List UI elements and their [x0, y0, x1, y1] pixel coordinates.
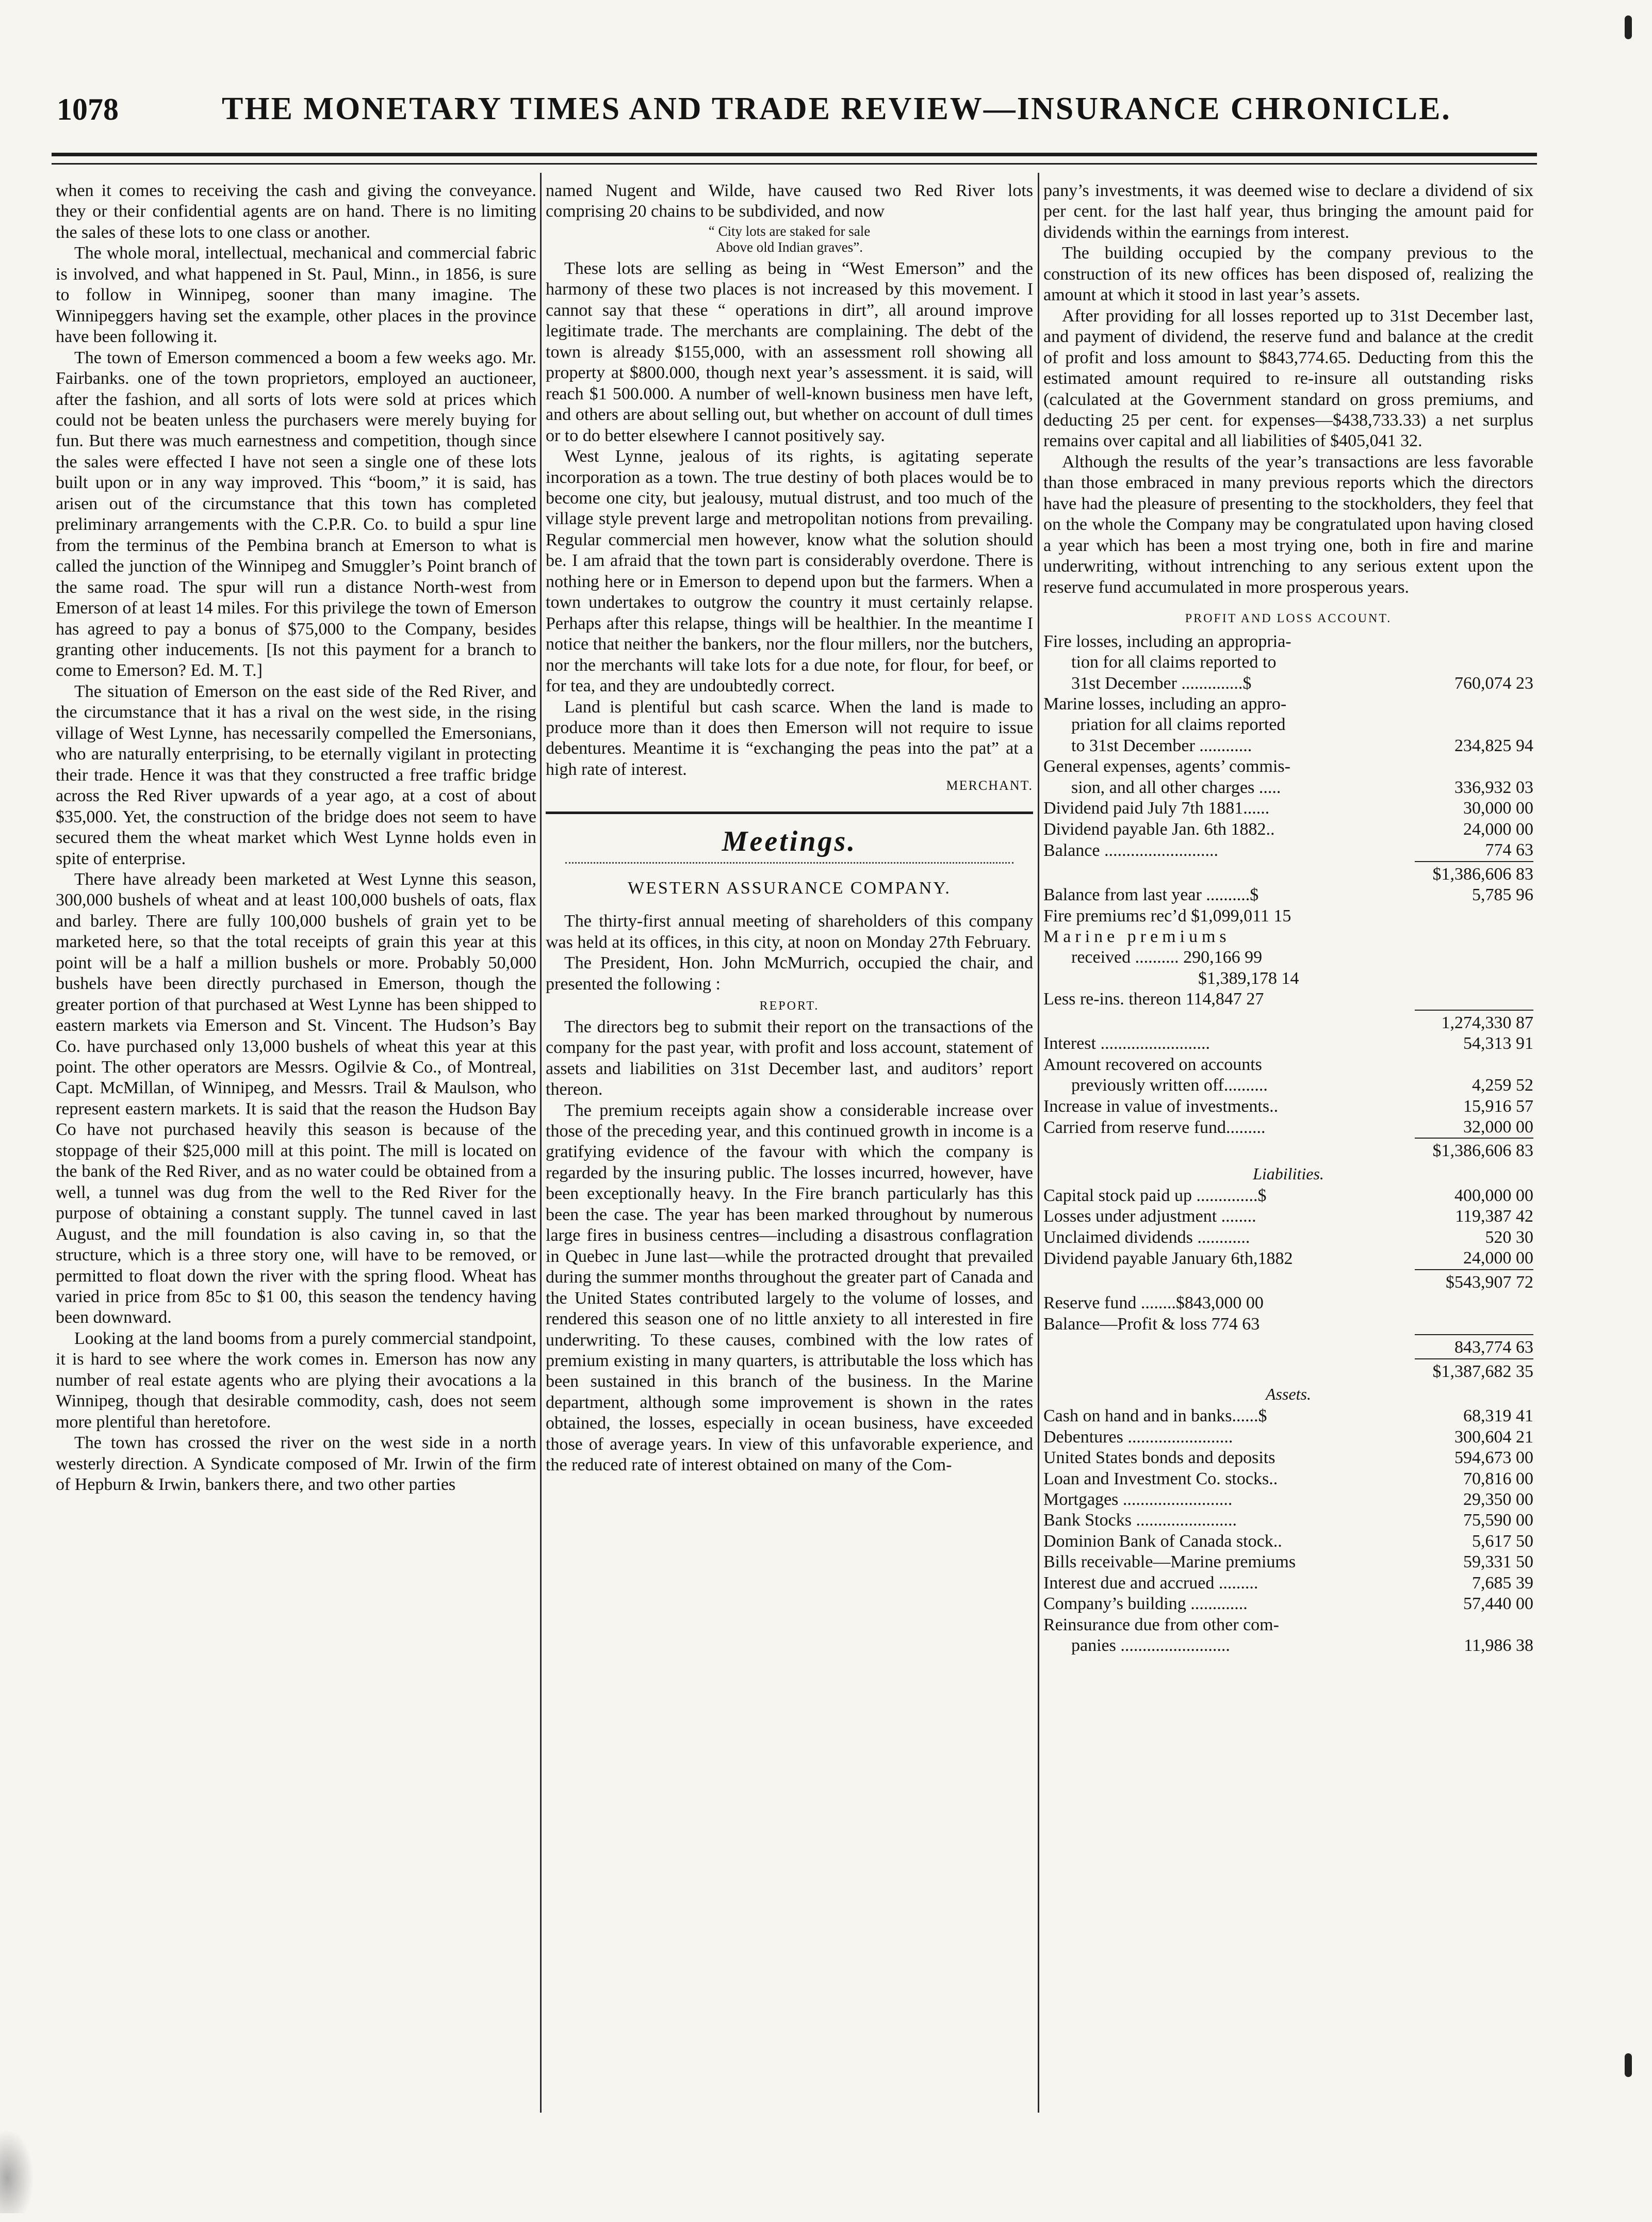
ledger-total: $1,386,606 83: [1415, 1138, 1533, 1161]
page-edge-mark: [1625, 2053, 1632, 2077]
paragraph: West Lynne, jealous of its rights, is agitating seperate incorporation as a town. The true destiny of both places would be to become one city, but jealousy, mutual distrust, and too much of the village style prevent large and metropolitan notions from prevailing. Regular commercial men however, know what the solution should be. I am afraid that the town part is considerably overdone. There is nothing here or in Emerson to depend upon but the farmers. When a town undertakes to outgrow the country it must certainly relapse. Perhaps after this relapse, things will be healthier. In the meantime I notice that neither the bankers, nor the flour millers, nor the butchers, nor the merchants will take lots for a due note, for flour, for beef, or for tea, and they are undoubtedly correct.: [546, 447, 1033, 696]
company-title: WESTERN ASSURANCE COMPANY.: [628, 878, 951, 898]
ledger-total: $1,386,606 83: [1415, 862, 1533, 885]
ledger-row: [1043, 736, 1533, 756]
ledger-row: [1043, 1293, 1533, 1313]
ledger-total-row: [1043, 862, 1533, 885]
ledger-amount: 30,000 00: [1463, 799, 1533, 818]
ledger-row: [1043, 1248, 1533, 1269]
ledger-amount: 32,000 00: [1463, 1117, 1533, 1137]
ledger-label: previously written off..........: [1071, 1076, 1268, 1095]
ledger-inner-amount: 114,847 27: [1185, 990, 1264, 1009]
ledger-amount: 54,313 91: [1463, 1034, 1533, 1053]
ledger-amount: 300,604 21: [1454, 1427, 1533, 1447]
page-smudge: [0, 2126, 36, 2213]
paragraph: when it comes to receiving the cash and giving the conveyance. they or their confidential agents are on hand. There is no limiting the sales of these lots to one class or another.: [56, 181, 536, 242]
ledger-row: [1043, 631, 1533, 652]
ledger-label: Loan and Investment Co. stocks..: [1043, 1469, 1278, 1488]
letter-signature: MERCHANT.: [946, 778, 1033, 793]
ledger-label: General expenses, agents’ commis-: [1043, 757, 1290, 776]
ledger-row: [1043, 1096, 1533, 1117]
column-rule-right: [1038, 173, 1039, 2113]
column-rule-left: [540, 173, 542, 2113]
ledger-label: Amount recovered on accounts: [1043, 1055, 1262, 1074]
ledger-label: Unclaimed dividends ............: [1043, 1227, 1250, 1247]
ledger-label: [1043, 947, 1415, 968]
assets-table: [1043, 1406, 1533, 1656]
ledger-amount: 5,785 96: [1472, 885, 1533, 905]
column-1: [56, 181, 536, 1496]
ledger-label: [1043, 989, 1415, 1010]
ledger-label: Dividend payable January 6th,1882: [1043, 1249, 1293, 1269]
ledger-amount: 4,259 52: [1472, 1076, 1533, 1095]
ledger-row: [1043, 1055, 1533, 1075]
ledger-label: Mortgages .........................: [1043, 1489, 1233, 1509]
section-title: Meetings.: [722, 825, 857, 858]
ledger-row: [1043, 1033, 1533, 1054]
ledger-inner-amount: 290,166 99: [1183, 948, 1263, 967]
ledger-row: [1043, 1335, 1533, 1358]
paragraph: These lots are selling as being in “West Emerson” and the harmony of these two places is not increased by this movement. I cannot say that these “ operations in dirt”, all around improve legitimate trade. The merchants are complaining. The debt of the town is already $155,000, with an assessment roll showing all property at $800.000, though next year’s assessment. it is said, will reach $1 500.000. A number of well-known business men have left, and others are about selling out, but whether on account of dull times or to do better elsewhere I cannot positively say.: [546, 259, 1033, 445]
ledger-row: [1043, 1427, 1533, 1448]
ledger-row: [1043, 1227, 1533, 1248]
ledger-label: Reserve fund ........$843,000 00: [1043, 1293, 1264, 1313]
ledger-row: [1043, 1010, 1533, 1033]
paragraph: After providing for all losses reported up to 31st December last, and payment of dividend, the reserve fund and balance at the credit of profit and loss amount to $843,774.65. Deducting from this the estimated amount required to re-insure all outstanding risks (calculated at the Government standard on gross premiums, and deducting 25 per cent. for expenses—$438,733.33) a net surplus remains over capital and all liabilities of $405,041 32.: [1043, 306, 1533, 451]
ledger-total-row: [1043, 1138, 1533, 1161]
ledger-amount: 15,916 57: [1463, 1096, 1533, 1116]
ledger-row: [1043, 947, 1533, 968]
ledger-label: tion for all claims reported to: [1071, 653, 1277, 672]
ledger-label: United States bonds and deposits: [1043, 1448, 1275, 1468]
ledger-row: [1043, 652, 1533, 673]
ledger-row: [1043, 1206, 1533, 1227]
ledger-row: [1043, 1314, 1533, 1335]
ledger-amount: 11,986 38: [1464, 1636, 1533, 1656]
ledger-row: [1043, 1615, 1533, 1635]
ledger-amount: 59,331 50: [1463, 1552, 1533, 1572]
ledger-label: panies .........................: [1071, 1636, 1230, 1656]
section-separator: [546, 812, 1033, 814]
ledger-label: Dividend paid July 7th 1881......: [1043, 799, 1270, 818]
ledger-row: [1043, 1510, 1533, 1531]
column-2: [546, 181, 1033, 1476]
ledger-row: [1043, 1469, 1533, 1489]
profit-loss-credits: [1043, 885, 1533, 1162]
header-rule-thick: [52, 153, 1537, 156]
verse-quote: [546, 223, 1033, 255]
ledger-label: 31st December ..............$: [1071, 673, 1252, 693]
paragraph: Although the results of the year’s transactions are less favorable than those embraced in many previous reports which the directors have had the pleasure of presenting to the stockholders, they feel that on the whole the Company may be congratulated upon having closed a year which has been a most trying one, both in fire and marine underwriting, without intrenching to any serious extent upon the reserve fund accumulated in more prosperous years.: [1043, 452, 1533, 597]
ledger-label: Dividend payable Jan. 6th 1882..: [1043, 819, 1275, 839]
ledger-label: Increase in value of investments..: [1043, 1096, 1279, 1116]
ledger-total-row: [1043, 1270, 1533, 1293]
ledger-amount: 57,440 00: [1463, 1594, 1533, 1614]
header-rule-thin: [52, 163, 1537, 165]
ledger-row: [1043, 1406, 1533, 1426]
ledger-row: [1043, 906, 1533, 927]
ledger-amount: 774 63: [1485, 840, 1533, 860]
verse-line: “ City lots are staked for sale: [708, 223, 871, 239]
ledger-amount: 119,387 42: [1455, 1207, 1533, 1226]
ledger-row: [1043, 927, 1533, 947]
ledger-label: Interest .........................: [1043, 1034, 1210, 1053]
ledger-row: [1043, 1594, 1533, 1614]
ledger-total-row: [1043, 1359, 1533, 1382]
ledger-label: Debentures ........................: [1043, 1427, 1233, 1447]
ledger-amount: 24,000 00: [1463, 819, 1533, 839]
ledger-label: Fire premiums rec’d $1,099,011 15: [1043, 906, 1291, 926]
ledger-label: Reinsurance due from other com-: [1043, 1615, 1279, 1634]
ledger-row: [1043, 1635, 1533, 1656]
ledger-inner-amount: 774 63: [1211, 1314, 1260, 1334]
ledger-row: [1043, 819, 1533, 840]
ledger-label: Balance ..........................: [1043, 841, 1218, 861]
ledger-total: $1,387,682 35: [1415, 1359, 1533, 1382]
ledger-label: Bills receivable—Marine premiums: [1043, 1552, 1296, 1572]
ledger-label: Dominion Bank of Canada stock..: [1043, 1531, 1282, 1551]
ledger-label-text: Less re-ins. thereon: [1043, 990, 1182, 1009]
ledger-label: Bank Stocks .......................: [1043, 1511, 1237, 1530]
ledger-label-text: received ..........: [1071, 948, 1179, 967]
ledger-label: Capital stock paid up ..............$: [1043, 1186, 1267, 1206]
ledger-row: [1043, 1552, 1533, 1572]
ledger-label: Cash on hand and in banks......$: [1043, 1406, 1267, 1426]
paragraph: There have already been marketed at West Lynne this season, 300,000 bushels of wheat and at least 100,000 bushels of oats, flax and barley. There are fully 100,000 bushels of grain yet to be marketed here, so that the total receipts of grain this year at this point will be a half a million bushels or more. Probably 50,000 bushels have been directly purchased in Emerson, though the greater portion of that purchased at West Lynne has been shipped to eastern markets via Emerson and St. Vincent. The Hudson’s Bay Co. have purchased only 13,000 bushels of wheat this year at this point. The other operators are Messrs. Ogilvie & Co., of Montreal, Capt. McMillan, of Winnipeg, and Messrs. Trail & Maulson, who represent eastern markets. It is said that the reason the Hudson Bay Co have not purchased heavily this season is because of the stoppage of their $25,000 mill at this point. The mill is located on the bank of the Red River, and as no water could be obtained from a well, a tunnel was dug from the well to the Red River for the purpose of obtaining a constant supply. The tunnel caved in last August, and the mill foundation is also caving in, so that the structure, which is a three story one, will have to be removed, or permitted to float down the river with the spring flood. Wheat has varied in price from 85c to $1 00, this season the tendency having been downward.: [56, 869, 536, 1327]
ledger-label: priation for all claims reported: [1071, 715, 1286, 735]
ledger-row: [1043, 989, 1533, 1010]
verse-line: Above old Indian graves”.: [716, 239, 863, 255]
page-number: 1078: [57, 92, 119, 126]
column-3: [1043, 181, 1533, 1657]
ledger-label: Company’s building .............: [1043, 1594, 1248, 1614]
ledger-row: [1043, 777, 1533, 798]
paragraph: The premium receipts again show a considerable increase over those of the preceding year, and this continued growth in income is a gratifying evidence of the favour with which the company is regarded by the insuring public. The losses incurred, however, have been exceptionally heavy. In the Fire branch particularly has this been the case. The year has been marked throughout by numerous large fires in business centres—including a disastrous conflagration in Quebec in June last—while the protracted drought that prevailed during the summer months throughout the greater part of Canada and the United States contributed largely to the volume of losses, and rendered this season one of no little anxiety to all interested in fire underwriting. To these causes, combined with the low rates of premium existing in many quarters, is attributable the loss which has been sustained in this branch of the business. In the Marine department, although some improvement is shown in the rates obtained, the losses, especially in ocean business, have exceeded those of average years. In view of this unfavorable experience, and the reduced rate of interest obtained on many of the Com-: [546, 1100, 1033, 1475]
paragraph: named Nugent and Wilde, have caused two Red River lots comprising 20 chains to be subdivided, and now: [546, 181, 1033, 221]
ledger-inner-total: $1,389,178 14: [1198, 968, 1299, 988]
ledger-total: $543,907 72: [1415, 1270, 1533, 1293]
ledger-label: [1043, 1314, 1415, 1335]
ledger-label: Carried from reserve fund.........: [1043, 1118, 1266, 1138]
paragraph: Land is plentiful but cash scarce. When the land is made to produce more than it does then Emerson will not require to issue debentures. Meantime it is “exchanging the peas into the pat” at a high rate of interest.: [546, 697, 1033, 779]
ledger-row: [1043, 1531, 1533, 1552]
ledger-amount: 760,074 23: [1454, 673, 1533, 693]
ledger-row: [1043, 1573, 1533, 1594]
ledger-amount: 520 30: [1485, 1227, 1533, 1247]
profit-loss-heading: PROFIT AND LOSS ACCOUNT.: [1185, 612, 1392, 626]
ledger-amount: 29,350 00: [1463, 1489, 1533, 1509]
liabilities-table: [1043, 1186, 1533, 1382]
ledger-amount: 1,274,330 87: [1415, 1010, 1533, 1033]
ledger-amount: 68,319 41: [1463, 1406, 1533, 1426]
ledger-label: Fire losses, including an appropria-: [1043, 631, 1291, 651]
ledger-label: Balance from last year ..........$: [1043, 885, 1259, 905]
ornamental-rule: [565, 862, 1013, 864]
paragraph: The whole moral, intellectual, mechanical and commercial fabric is involved, and what happened in St. Paul, Minn., in 1856, is sure to follow in Winnipeg, sooner than many imagine. The Winnipeggers having set the example, other places in the province have been following it.: [56, 244, 536, 347]
paragraph: The President, Hon. John McMurrich, occupied the chair, and presented the following :: [546, 953, 1033, 994]
ledger-label-text: Balance—Profit & loss: [1043, 1314, 1207, 1334]
paragraph: pany’s investments, it was deemed wise to declare a dividend of six per cent. for the last half year, thus bringing the amount paid for dividends within the earnings from interest.: [1043, 181, 1533, 242]
paragraph: The town of Emerson commenced a boom a few weeks ago. Mr. Fairbanks. one of the town proprietors, employed an auctioneer, after the fashion, and all sorts of lots were sold at prices which could not be beaten unless the purchasers were merely buying for fun. But there was much earnestness and competition, though since the sales were effected I have not seen a single one of these lots built upon or in any way improved. This “boom,” it is said, has arisen out of the circumstance that this town has completed preliminary arrangements with the C.P.R. Co. to build a spur line from the terminus of the Pembina branch at Emerson to what is called the junction of the Winnipeg and Smuggler’s Point branch of the same road. The spur will run a distance North-west from Emerson of at least 14 miles. For this privilege the town of Emerson has agreed to pay a bonus of $75,000 to the Company, besides granting other inducements. [Is not this payment for a branch to come to Emerson? Ed. M. T.]: [56, 348, 536, 680]
paragraph: The directors beg to submit their report on the transactions of the company for the past year, with profit and loss account, statement of assets and liabilities on 31st December last, and auditors’ report thereon.: [546, 1017, 1033, 1099]
ledger-amount: 70,816 00: [1463, 1469, 1533, 1488]
ledger-row: [1043, 1448, 1533, 1468]
ledger-row: [1043, 756, 1533, 777]
running-head: THE MONETARY TIMES AND TRADE REVIEW—INSURANCE CHRONICLE.: [222, 91, 1451, 126]
paragraph: The situation of Emerson on the east side of the Red River, and the circumstance that it has a rival on the west side, in the rising village of West Lynne, has necessarily compelled the Emersonians, who are naturally enterprising, to be eternally vigilant in protecting their trade. Hence it was that they constructed a free traffic bridge across the Red River upwards of a year ago, at a cost of about $35,000. Yet, the construction of the bridge does not seem to have secured them the wheat market which West Lynne holds even in spite of enterprise.: [56, 682, 536, 868]
paragraph: The town has crossed the river on the west side in a north westerly direction. A Syndicate composed of Mr. Irwin of the firm of Hepburn & Irwin, bankers there, and two other parties: [56, 1433, 536, 1495]
ledger-amount: 234,825 94: [1454, 736, 1533, 755]
ledger-row: [1043, 1075, 1533, 1096]
ledger-row: [1043, 1489, 1533, 1510]
paragraph: The building occupied by the company previous to the construction of its new offices has been disposed of, realizing the amount at which it stood in last year’s assets.: [1043, 244, 1533, 305]
ledger-row: [1043, 1186, 1533, 1206]
ledger-label: Losses under adjustment ........: [1043, 1207, 1256, 1226]
liabilities-heading: Liabilities.: [1253, 1164, 1324, 1183]
profit-loss-debits: [1043, 631, 1533, 885]
ledger-amount: 594,673 00: [1454, 1448, 1533, 1468]
ledger-row: [1043, 715, 1533, 735]
ledger-amount: 75,590 00: [1463, 1511, 1533, 1530]
paragraph: The thirty-first annual meeting of shareholders of this company was held at its offices, in this city, at noon on Monday 27th February.: [546, 912, 1033, 952]
ledger-amount: 5,617 50: [1472, 1531, 1533, 1551]
ledger-row: [1043, 840, 1533, 861]
ledger-amount: 400,000 00: [1454, 1186, 1533, 1206]
ledger-amount: 336,932 03: [1454, 777, 1533, 797]
ledger-row: [1043, 694, 1533, 715]
page-edge-mark: [1625, 15, 1632, 39]
ledger-label: Marine premiums: [1043, 927, 1231, 946]
assets-heading: Assets.: [1266, 1385, 1311, 1404]
ledger-label: sion, and all other charges .....: [1071, 777, 1281, 797]
ledger-amount: 7,685 39: [1472, 1573, 1533, 1593]
ledger-row: [1043, 673, 1533, 694]
ledger-row: [1043, 885, 1533, 905]
ledger-label: to 31st December ............: [1071, 736, 1252, 755]
ledger-row: [1043, 1117, 1533, 1138]
ledger-row: [1043, 968, 1533, 989]
ledger-amount: 24,000 00: [1463, 1248, 1533, 1268]
ledger-amount: 843,774 63: [1415, 1335, 1533, 1358]
ledger-label: Marine losses, including an appro-: [1043, 694, 1287, 713]
report-heading: REPORT.: [759, 999, 820, 1013]
paragraph: Looking at the land booms from a purely commercial standpoint, it is hard to see where the work comes in. Emerson has now any number of real estate agents who are plying their avocations a la Winnipeg, though that desirable commodity, cash, does not seem more plentiful than heretofore.: [56, 1328, 536, 1432]
ledger-label: Interest due and accrued .........: [1043, 1573, 1258, 1593]
ledger-row: [1043, 798, 1533, 819]
